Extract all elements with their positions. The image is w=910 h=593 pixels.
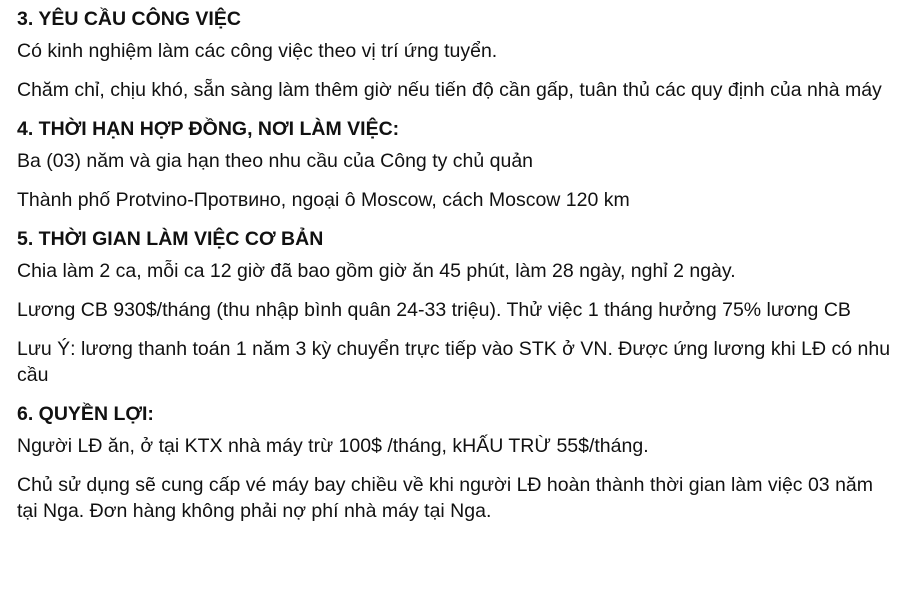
paragraph: Chủ sử dụng sẽ cung cấp vé máy bay chiều về khi người LĐ hoàn thành thời gian làm việc 03 năm tại Nga. Đơn hàng không phải nợ phí nhà máy tại Nga. [17,474,874,522]
paragraph: Thành phố Protvino-Протвино, ngoại ô Moscow, cách Moscow 120 km [17,189,630,211]
section-heading: 5. THỜI GIAN LÀM VIỆC CƠ BẢN [17,228,324,250]
paragraph: Người LĐ ăn, ở tại KTX nhà máy trừ 100$ /tháng, kHẤU TRỪ 55$/tháng. [17,435,649,457]
section-benefits [17,401,898,524]
paragraph: Lương CB 930$/tháng (thu nhập bình quân 24-33 triệu). Thử việc 1 tháng hưởng 75% lương CB [17,299,851,321]
section-working-time [17,226,898,388]
section-job-requirements [17,6,898,103]
section-heading: 3. YÊU CẦU CÔNG VIỆC [17,8,241,30]
paragraph: Chăm chỉ, chịu khó, sẵn sàng làm thêm giờ nếu tiến độ cần gấp, tuân thủ các quy định của nhà máy [17,79,882,101]
section-heading: 6. QUYỀN LỢI: [17,403,154,425]
paragraph: Ba (03) năm và gia hạn theo nhu cầu của Công ty chủ quản [17,150,534,172]
paragraph: Chia làm 2 ca, mỗi ca 12 giờ đã bao gồm giờ ăn 45 phút, làm 28 ngày, nghỉ 2 ngày. [17,260,736,282]
paragraph: Lưu Ý: lương thanh toán 1 năm 3 kỳ chuyển trực tiếp vào STK ở VN. Được ứng lương khi LĐ có nhu cầu [17,338,891,386]
paragraph: Có kinh nghiệm làm các công việc theo vị trí ứng tuyển. [17,40,498,62]
section-heading: 4. THỜI HẠN HỢP ĐỒNG, NƠI LÀM VIỆC: [17,118,400,140]
section-contract-term-location [17,116,898,213]
